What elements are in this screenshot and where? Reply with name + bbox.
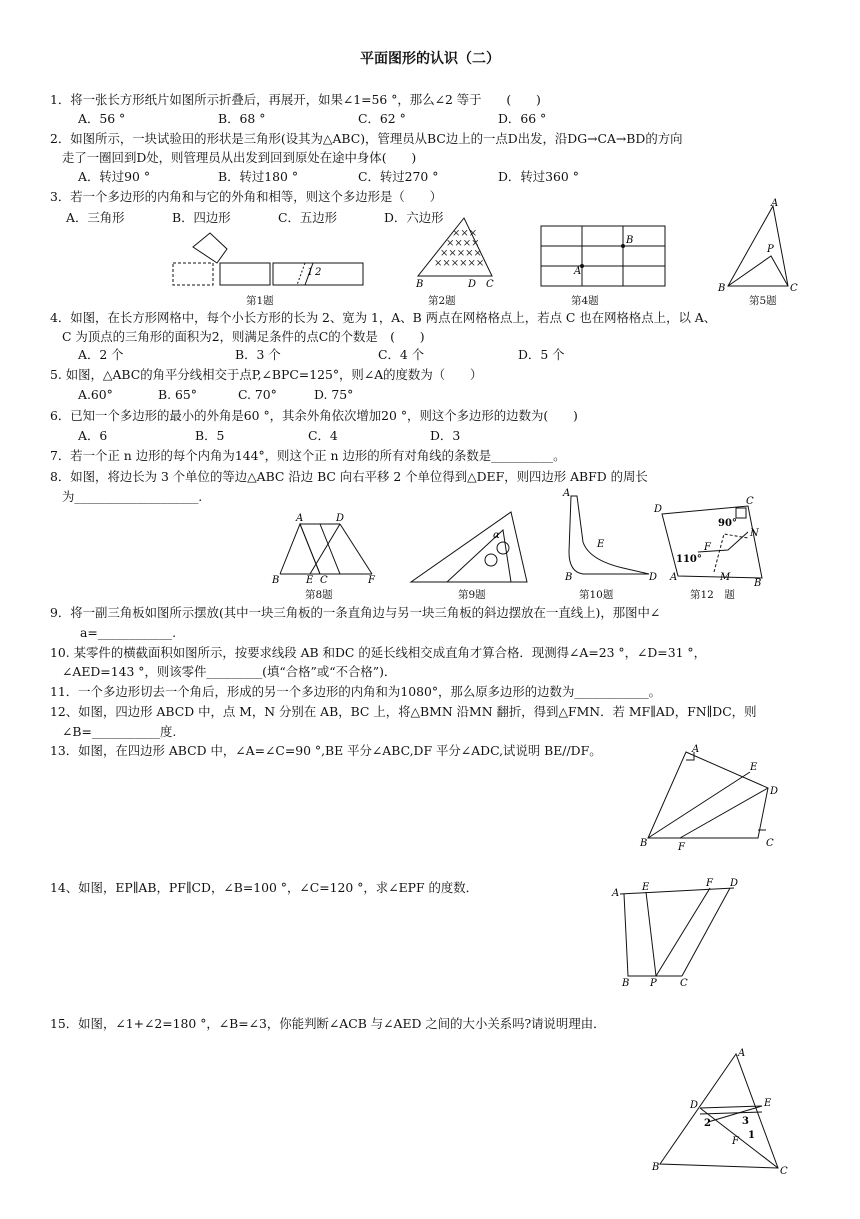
svg-text:P: P (767, 244, 774, 255)
q5-option-b: B. 65° (158, 387, 197, 402)
svg-text:E: E (642, 882, 650, 893)
q10-stem-line2: ∠AED=143 °，则该零件_________(填“合格”或“不合格”)． (62, 664, 397, 679)
q6-option-d: D．3 (430, 428, 461, 443)
figure-q8-translated-triangles (272, 510, 382, 585)
svg-text:M: M (720, 572, 731, 583)
q1-option-b: B．68 ° (218, 111, 266, 126)
svg-text:90°: 90° (718, 518, 737, 529)
caption-fig-8: 第8题 (305, 589, 333, 601)
q1-option-a: A．56 ° (78, 111, 126, 126)
svg-text:C: C (790, 283, 798, 294)
svg-text:P: P (650, 978, 657, 989)
svg-text:1: 1 (307, 267, 314, 278)
q4-stem-line1: 4．如图，在长方形网格中，每个小长方形的长为 2、宽为 1，A、B 两点在网格格点上，若点 C 也在网格格点上，以 A、 (50, 310, 717, 325)
svg-text:D: D (770, 786, 779, 797)
q12-stem-line1: 12、如图，四边形 ABCD 中，点 M，N 分别在 AB，BC 上，将△BMN 沿MN 翻折，得到△FMN．若 MF∥AD，FN∥DC，则 (50, 704, 757, 719)
q11-stem: 11．一个多边形切去一个角后，形成的另一个多边形的内角和为1080°，那么原多边形的边数为____________。 (50, 684, 662, 699)
svg-text:N: N (750, 528, 759, 539)
figure-q15-triangle (652, 1048, 792, 1178)
svg-text:E: E (750, 762, 758, 773)
svg-text:A: A (612, 888, 620, 899)
svg-text:××××: ×××× (446, 238, 480, 249)
svg-text:C: C (680, 978, 688, 989)
q6-option-c: C．4 (308, 428, 338, 443)
q3-option-c: C．五边形 (278, 210, 338, 225)
q1-stem: 1．将一张长方形纸片如图所示折叠后，再展开，如果∠1=56 °，那么∠2 等于 ( ) (50, 92, 541, 107)
caption-fig-12: 第12 题 (690, 589, 735, 601)
svg-text:××××××: ×××××× (434, 258, 485, 269)
svg-text:B: B (622, 978, 630, 989)
q13-stem: 13．如图，在四边形 ABCD 中，∠A=∠C=90 °,BE 平分∠ABC,DF 平分∠ADC,试说明 BE//DF。 (50, 743, 602, 758)
svg-text:A: A (563, 488, 571, 499)
q1-option-d: D．66 ° (498, 111, 547, 126)
svg-text:D: D (730, 878, 739, 889)
svg-text:C: C (746, 496, 754, 507)
q2-stem-line2: 走了一圈回到D处，则管理员从出发到回到原处在途中身体( ) (62, 150, 417, 165)
q6-stem: 6．已知一个多边形的最小的外角是60 °，其余外角依次增加20 °，则这个多边形的边数为( ) (50, 408, 578, 423)
svg-text:2: 2 (315, 267, 322, 278)
svg-text:A: A (771, 198, 779, 209)
figure-q1-folded-strip (165, 225, 365, 290)
q14-stem: 14、如图，EP∥AB，PF∥CD，∠B=100 °，∠C=120 °，求∠EPF 的度数． (50, 880, 479, 895)
caption-fig-1: 第1题 (246, 295, 274, 307)
q4-option-a: A．2 个 (78, 347, 124, 362)
q5-option-a: A.60° (78, 387, 113, 402)
q8-stem-line1: 8．如图，将边长为 3 个单位的等边△ABC 沿边 BC 向右平移 2 个单位得到△DEF，则四边形 ABFD 的周长 (50, 469, 648, 484)
svg-text:2: 2 (704, 1118, 711, 1129)
svg-text:A: A (574, 266, 582, 277)
q3-option-d: D．六边形 (384, 210, 444, 225)
svg-text:D: D (468, 279, 477, 290)
svg-text:B: B (272, 575, 280, 586)
q3-option-a: A．三角形 (66, 210, 125, 225)
q7-stem: 7．若一个正 n 边形的每个内角为144°，则这个正 n 边形的所有对角线的条数是__________。 (50, 448, 566, 463)
q1-option-c: C．62 ° (358, 111, 406, 126)
q3-option-b: B．四边形 (172, 210, 231, 225)
svg-text:A: A (692, 744, 700, 755)
svg-text:A: A (670, 572, 678, 583)
svg-text:F: F (706, 878, 713, 889)
q6-option-a: A．6 (78, 428, 108, 443)
svg-text:C: C (766, 838, 774, 849)
caption-fig-4: 第4题 (571, 295, 599, 307)
q4-option-d: D．5 个 (518, 347, 565, 362)
q4-option-c: C．4 个 (378, 347, 425, 362)
q4-option-b: B．3 个 (235, 347, 281, 362)
q9-stem-line2: a=____________. (80, 625, 177, 640)
svg-text:C: C (780, 1166, 788, 1177)
figure-q10-part-section (563, 488, 658, 583)
caption-fig-5: 第5题 (749, 295, 777, 307)
q5-option-c: C. 70° (238, 387, 277, 402)
svg-text:A: A (738, 1048, 746, 1059)
q4-stem-line2: C 为顶点的三角形的面积为2，则满足条件的点C的个数是 ( ) (62, 329, 425, 344)
svg-text:F: F (678, 842, 685, 853)
svg-text:B: B (565, 572, 573, 583)
svg-text:B: B (626, 235, 634, 246)
svg-text:B: B (652, 1162, 660, 1173)
caption-fig-10: 第10题 (579, 589, 614, 601)
q2-option-c: C．转过270 ° (358, 169, 439, 184)
page-title: 平面图形的认识（二） (360, 51, 500, 67)
caption-fig-9: 第9题 (458, 589, 486, 601)
svg-text:B: B (640, 838, 648, 849)
q10-stem-line1: 10. 某零件的横截面积如图所示，按要求线段 AB 和DC 的延长线相交成直角才算合格．现测得∠A=23 °，∠D=31 °， (50, 645, 706, 660)
svg-text:×××××: ××××× (440, 248, 482, 259)
figure-q5-angle-bisectors (716, 198, 796, 293)
q6-option-b: B．5 (195, 428, 225, 443)
svg-text:C: C (486, 279, 494, 290)
q2-option-d: D．转过360 ° (498, 169, 579, 184)
svg-text:B: B (718, 283, 726, 294)
figure-q2-field-triangle (412, 214, 502, 290)
svg-text:F: F (704, 542, 711, 553)
caption-fig-2: 第2题 (428, 295, 456, 307)
svg-text:D: D (336, 513, 345, 524)
svg-text:D: D (649, 572, 658, 583)
svg-text:B: B (754, 578, 762, 589)
svg-text:110°: 110° (676, 554, 702, 565)
figure-q13-quadrilateral (640, 742, 790, 852)
q2-option-b: B．转过180 ° (218, 169, 299, 184)
figure-q12-quadrilateral-fold (650, 496, 770, 589)
figure-q9-set-squares (407, 508, 532, 586)
svg-text:D: D (690, 1100, 699, 1111)
q5-stem: 5. 如图，△ABC的角平分线相交于点P,∠BPC=125°，则∠A的度数为（ ） (50, 367, 483, 382)
q5-option-d: D. 75° (314, 387, 354, 402)
svg-text:C: C (320, 575, 328, 586)
svg-text:B: B (416, 279, 424, 290)
svg-text:α: α (493, 530, 500, 541)
figure-q4-grid (539, 224, 669, 290)
svg-text:E: E (597, 539, 605, 550)
svg-text:A: A (296, 513, 304, 524)
q12-stem-line2: ∠B=___________度. (62, 724, 177, 739)
q9-stem-line1: 9．将一副三角板如图所示摆放(其中一块三角板的一条直角边与另一块三角板的斜边摆放在一直线上)，那图中∠ (50, 605, 661, 620)
svg-text:F: F (368, 575, 375, 586)
figure-q14-parallel-lines (610, 880, 750, 990)
svg-text:D: D (654, 504, 663, 515)
q2-stem-line1: 2．如图所示，一块试验田的形状是三角形(设其为△ABC)，管理员从BC边上的一点D出发，沿DG→CA→BD的方向 (50, 131, 683, 146)
svg-text:F: F (732, 1136, 739, 1147)
svg-text:E: E (764, 1098, 772, 1109)
q3-stem: 3．若一个多边形的内角和与它的外角和相等，则这个多边形是（ ） (50, 189, 442, 204)
q8-stem-line2: 为____________________. (62, 489, 203, 504)
svg-text:3: 3 (742, 1116, 749, 1127)
svg-text:1: 1 (748, 1130, 755, 1141)
q15-stem: 15．如图，∠1+∠2=180 °，∠B=∠3，你能判断∠ACB 与∠AED 之间的大小关系吗?请说明理由． (50, 1016, 606, 1031)
svg-text:E: E (306, 575, 314, 586)
q2-option-a: A．转过90 ° (78, 169, 151, 184)
svg-text:×××: ××× (452, 228, 478, 239)
